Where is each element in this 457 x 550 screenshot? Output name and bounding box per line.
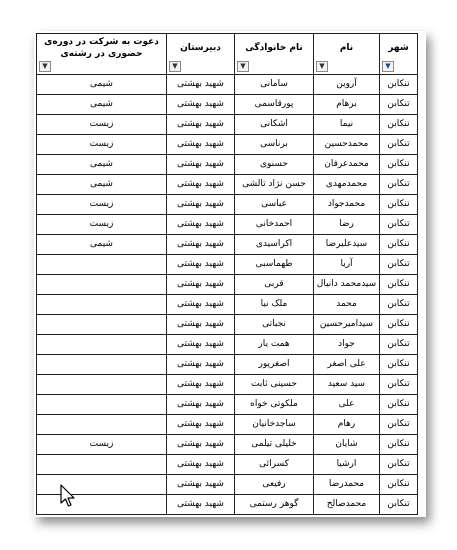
cell-city[interactable]: تنکابن bbox=[380, 475, 418, 495]
cell-school[interactable]: شهید بهشتی bbox=[167, 175, 235, 195]
cell-school[interactable]: شهید بهشتی bbox=[167, 295, 235, 315]
cell-city[interactable]: تنکابن bbox=[380, 135, 418, 155]
cell-invitation[interactable] bbox=[37, 255, 167, 275]
cell-city[interactable]: تنکابن bbox=[380, 495, 418, 515]
cell-city[interactable]: تنکابن bbox=[380, 215, 418, 235]
cell-first-name[interactable]: محمدعرفان bbox=[314, 155, 380, 175]
table-row bbox=[37, 175, 418, 195]
cell-school[interactable]: شهید بهشتی bbox=[167, 115, 235, 135]
cell-first-name[interactable]: جواد bbox=[314, 335, 380, 355]
cell-school[interactable]: شهید بهشتی bbox=[167, 75, 235, 95]
column-header-label: نام خانوادگی bbox=[245, 43, 303, 53]
cell-invitation[interactable]: زیست bbox=[37, 215, 167, 235]
cell-last-name[interactable]: ملک نیا bbox=[235, 295, 314, 315]
table-row bbox=[37, 215, 418, 235]
cell-city[interactable]: تنکابن bbox=[380, 435, 418, 455]
cell-last-name[interactable]: کسرائی bbox=[235, 455, 314, 475]
cell-invitation[interactable] bbox=[37, 295, 167, 315]
table-row bbox=[37, 155, 418, 175]
cell-city[interactable]: تنکابن bbox=[380, 295, 418, 315]
cell-school[interactable]: شهید بهشتی bbox=[167, 455, 235, 475]
column-header-invitation[interactable] bbox=[37, 34, 167, 75]
cell-school[interactable]: شهید بهشتی bbox=[167, 155, 235, 175]
cell-invitation[interactable]: شیمی bbox=[37, 75, 167, 95]
data-table bbox=[36, 33, 418, 515]
cell-invitation[interactable] bbox=[37, 415, 167, 435]
cell-first-name[interactable]: محمدحسین bbox=[314, 135, 380, 155]
column-header-first-name[interactable] bbox=[314, 34, 380, 75]
filter-dropdown-icon[interactable]: ▼ bbox=[39, 61, 51, 72]
cell-first-name[interactable]: سیدمحمد دانیال bbox=[314, 275, 380, 295]
cell-invitation[interactable] bbox=[37, 495, 167, 515]
column-header-label: نام bbox=[339, 43, 354, 53]
cell-last-name[interactable]: گوهر رستمی bbox=[235, 495, 314, 515]
cell-last-name[interactable]: رفیعی bbox=[235, 475, 314, 495]
cell-school[interactable]: شهید بهشتی bbox=[167, 135, 235, 155]
cell-first-name[interactable]: برهام bbox=[314, 95, 380, 115]
table-row bbox=[37, 115, 418, 135]
cell-last-name[interactable]: برناسی bbox=[235, 135, 314, 155]
cell-last-name[interactable]: طهماسبی bbox=[235, 255, 314, 275]
cell-city[interactable]: تنکابن bbox=[380, 455, 418, 475]
table-body bbox=[37, 75, 418, 515]
cell-city[interactable]: تنکابن bbox=[380, 115, 418, 135]
cell-last-name[interactable]: حسنوی bbox=[235, 155, 314, 175]
cell-invitation[interactable]: زیست bbox=[37, 195, 167, 215]
cell-first-name[interactable]: رهام bbox=[314, 415, 380, 435]
cell-city[interactable]: تنکابن bbox=[380, 175, 418, 195]
cell-invitation[interactable]: شیمی bbox=[37, 155, 167, 175]
table-row bbox=[37, 315, 418, 335]
cell-first-name[interactable]: محمدرضا bbox=[314, 475, 380, 495]
cell-school[interactable]: شهید بهشتی bbox=[167, 435, 235, 455]
filter-active-icon[interactable]: ▼ bbox=[382, 61, 394, 72]
cell-last-name[interactable]: ساجدخانیان bbox=[235, 415, 314, 435]
cell-school[interactable]: شهید بهشتی bbox=[167, 195, 235, 215]
column-header-label: شهر bbox=[388, 43, 409, 53]
filter-dropdown-icon[interactable]: ▼ bbox=[316, 61, 328, 72]
cell-last-name[interactable]: همت یار bbox=[235, 335, 314, 355]
cell-invitation[interactable] bbox=[37, 395, 167, 415]
table-row bbox=[37, 295, 418, 315]
cell-school[interactable]: شهید بهشتی bbox=[167, 275, 235, 295]
cell-last-name[interactable]: عباسی bbox=[235, 195, 314, 215]
cell-school[interactable]: شهید بهشتی bbox=[167, 395, 235, 415]
spreadsheet bbox=[36, 33, 418, 515]
column-header-school[interactable] bbox=[167, 34, 235, 75]
table-row bbox=[37, 455, 418, 475]
cell-first-name[interactable]: آروین bbox=[314, 75, 380, 95]
cell-city[interactable]: تنکابن bbox=[380, 255, 418, 275]
cell-city[interactable]: تنکابن bbox=[380, 415, 418, 435]
cell-school[interactable]: شهید بهشتی bbox=[167, 335, 235, 355]
cell-city[interactable]: تنکابن bbox=[380, 95, 418, 115]
cell-invitation[interactable]: شیمی bbox=[37, 95, 167, 115]
cell-invitation[interactable] bbox=[37, 455, 167, 475]
column-header-label: دبیرستان bbox=[180, 43, 221, 53]
cell-last-name[interactable]: پورقاسمی bbox=[235, 95, 314, 115]
cell-first-name[interactable]: آریا bbox=[314, 255, 380, 275]
cell-invitation[interactable] bbox=[37, 335, 167, 355]
table-row bbox=[37, 235, 418, 255]
cell-first-name[interactable]: ارشیا bbox=[314, 455, 380, 475]
spreadsheet-window bbox=[34, 31, 426, 517]
cell-first-name[interactable]: نیما bbox=[314, 115, 380, 135]
cell-last-name[interactable]: حسینی ثابت bbox=[235, 375, 314, 395]
table-row bbox=[37, 375, 418, 395]
cell-invitation[interactable]: زیست bbox=[37, 435, 167, 455]
cell-first-name[interactable]: محمدصالح bbox=[314, 495, 380, 515]
cell-city[interactable]: تنکابن bbox=[380, 235, 418, 255]
cell-last-name[interactable]: اشکانی bbox=[235, 115, 314, 135]
cell-invitation[interactable] bbox=[37, 315, 167, 335]
table-row bbox=[37, 475, 418, 495]
mouse-pointer-icon bbox=[60, 484, 76, 508]
table-row bbox=[37, 395, 418, 415]
filter-dropdown-icon[interactable]: ▼ bbox=[169, 61, 181, 72]
cell-invitation[interactable] bbox=[37, 375, 167, 395]
cell-school[interactable]: شهید بهشتی bbox=[167, 495, 235, 515]
cell-last-name[interactable]: قربی bbox=[235, 275, 314, 295]
cell-first-name[interactable]: سیدامیرحسین bbox=[314, 315, 380, 335]
cell-invitation[interactable]: زیست bbox=[37, 135, 167, 155]
table-row bbox=[37, 255, 418, 275]
cell-invitation[interactable]: زیست bbox=[37, 115, 167, 135]
cell-first-name[interactable]: شایان bbox=[314, 435, 380, 455]
table-row bbox=[37, 135, 418, 155]
cell-city[interactable]: تنکابن bbox=[380, 375, 418, 395]
cell-first-name[interactable]: سیدعلیرضا bbox=[314, 235, 380, 255]
table-row bbox=[37, 95, 418, 115]
header-row bbox=[37, 34, 418, 75]
cell-first-name[interactable]: علی اصغر bbox=[314, 355, 380, 375]
cell-invitation[interactable] bbox=[37, 355, 167, 375]
column-header-city[interactable] bbox=[380, 34, 418, 75]
cell-last-name[interactable]: ملکوتی خواه bbox=[235, 395, 314, 415]
cell-first-name[interactable]: محمدمهدی bbox=[314, 175, 380, 195]
table-row bbox=[37, 495, 418, 515]
cell-city[interactable]: تنکابن bbox=[380, 355, 418, 375]
cell-school[interactable]: شهید بهشتی bbox=[167, 95, 235, 115]
cell-first-name[interactable]: علی bbox=[314, 395, 380, 415]
cell-city[interactable]: تنکابن bbox=[380, 195, 418, 215]
cell-last-name[interactable]: احمدخانی bbox=[235, 215, 314, 235]
cell-last-name[interactable]: اکراسیدی bbox=[235, 235, 314, 255]
cell-last-name[interactable]: اصغرپور bbox=[235, 355, 314, 375]
table-row bbox=[37, 75, 418, 95]
cell-school[interactable]: شهید بهشتی bbox=[167, 215, 235, 235]
cell-last-name[interactable]: سامانی bbox=[235, 75, 314, 95]
column-header-label: دعوت به شرکت در دوره‌ی حضوری در رشته‌ی bbox=[44, 37, 159, 59]
cell-last-name[interactable]: خلیلی تیلمی bbox=[235, 435, 314, 455]
cell-invitation[interactable] bbox=[37, 475, 167, 495]
cell-first-name[interactable]: سید سعید bbox=[314, 375, 380, 395]
cell-city[interactable]: تنکابن bbox=[380, 155, 418, 175]
cell-invitation[interactable]: شیمی bbox=[37, 235, 167, 255]
cell-city[interactable]: تنکابن bbox=[380, 275, 418, 295]
cell-city[interactable]: تنکابن bbox=[380, 395, 418, 415]
cell-school[interactable]: شهید بهشتی bbox=[167, 355, 235, 375]
cell-last-name[interactable]: حسن نژاد تالشی bbox=[235, 175, 314, 195]
cell-invitation[interactable] bbox=[37, 275, 167, 295]
cell-city[interactable]: تنکابن bbox=[380, 315, 418, 335]
table-row bbox=[37, 435, 418, 455]
cell-school[interactable]: شهید بهشتی bbox=[167, 475, 235, 495]
cell-school[interactable]: شهید بهشتی bbox=[167, 255, 235, 275]
cell-last-name[interactable]: نجباتی bbox=[235, 315, 314, 335]
cell-city[interactable]: تنکابن bbox=[380, 75, 418, 95]
cell-school[interactable]: شهید بهشتی bbox=[167, 315, 235, 335]
cell-school[interactable]: شهید بهشتی bbox=[167, 235, 235, 255]
table-row bbox=[37, 415, 418, 435]
cell-first-name[interactable]: محمد bbox=[314, 295, 380, 315]
cell-first-name[interactable]: رضا bbox=[314, 215, 380, 235]
filter-dropdown-icon[interactable]: ▼ bbox=[237, 61, 249, 72]
table-row bbox=[37, 355, 418, 375]
cell-school[interactable]: شهید بهشتی bbox=[167, 415, 235, 435]
cell-school[interactable]: شهید بهشتی bbox=[167, 375, 235, 395]
cell-city[interactable]: تنکابن bbox=[380, 335, 418, 355]
table-row bbox=[37, 195, 418, 215]
cell-first-name[interactable]: محمدجواد bbox=[314, 195, 380, 215]
column-header-last-name[interactable] bbox=[235, 34, 314, 75]
table-row bbox=[37, 335, 418, 355]
table-row bbox=[37, 275, 418, 295]
cell-invitation[interactable]: شیمی bbox=[37, 175, 167, 195]
